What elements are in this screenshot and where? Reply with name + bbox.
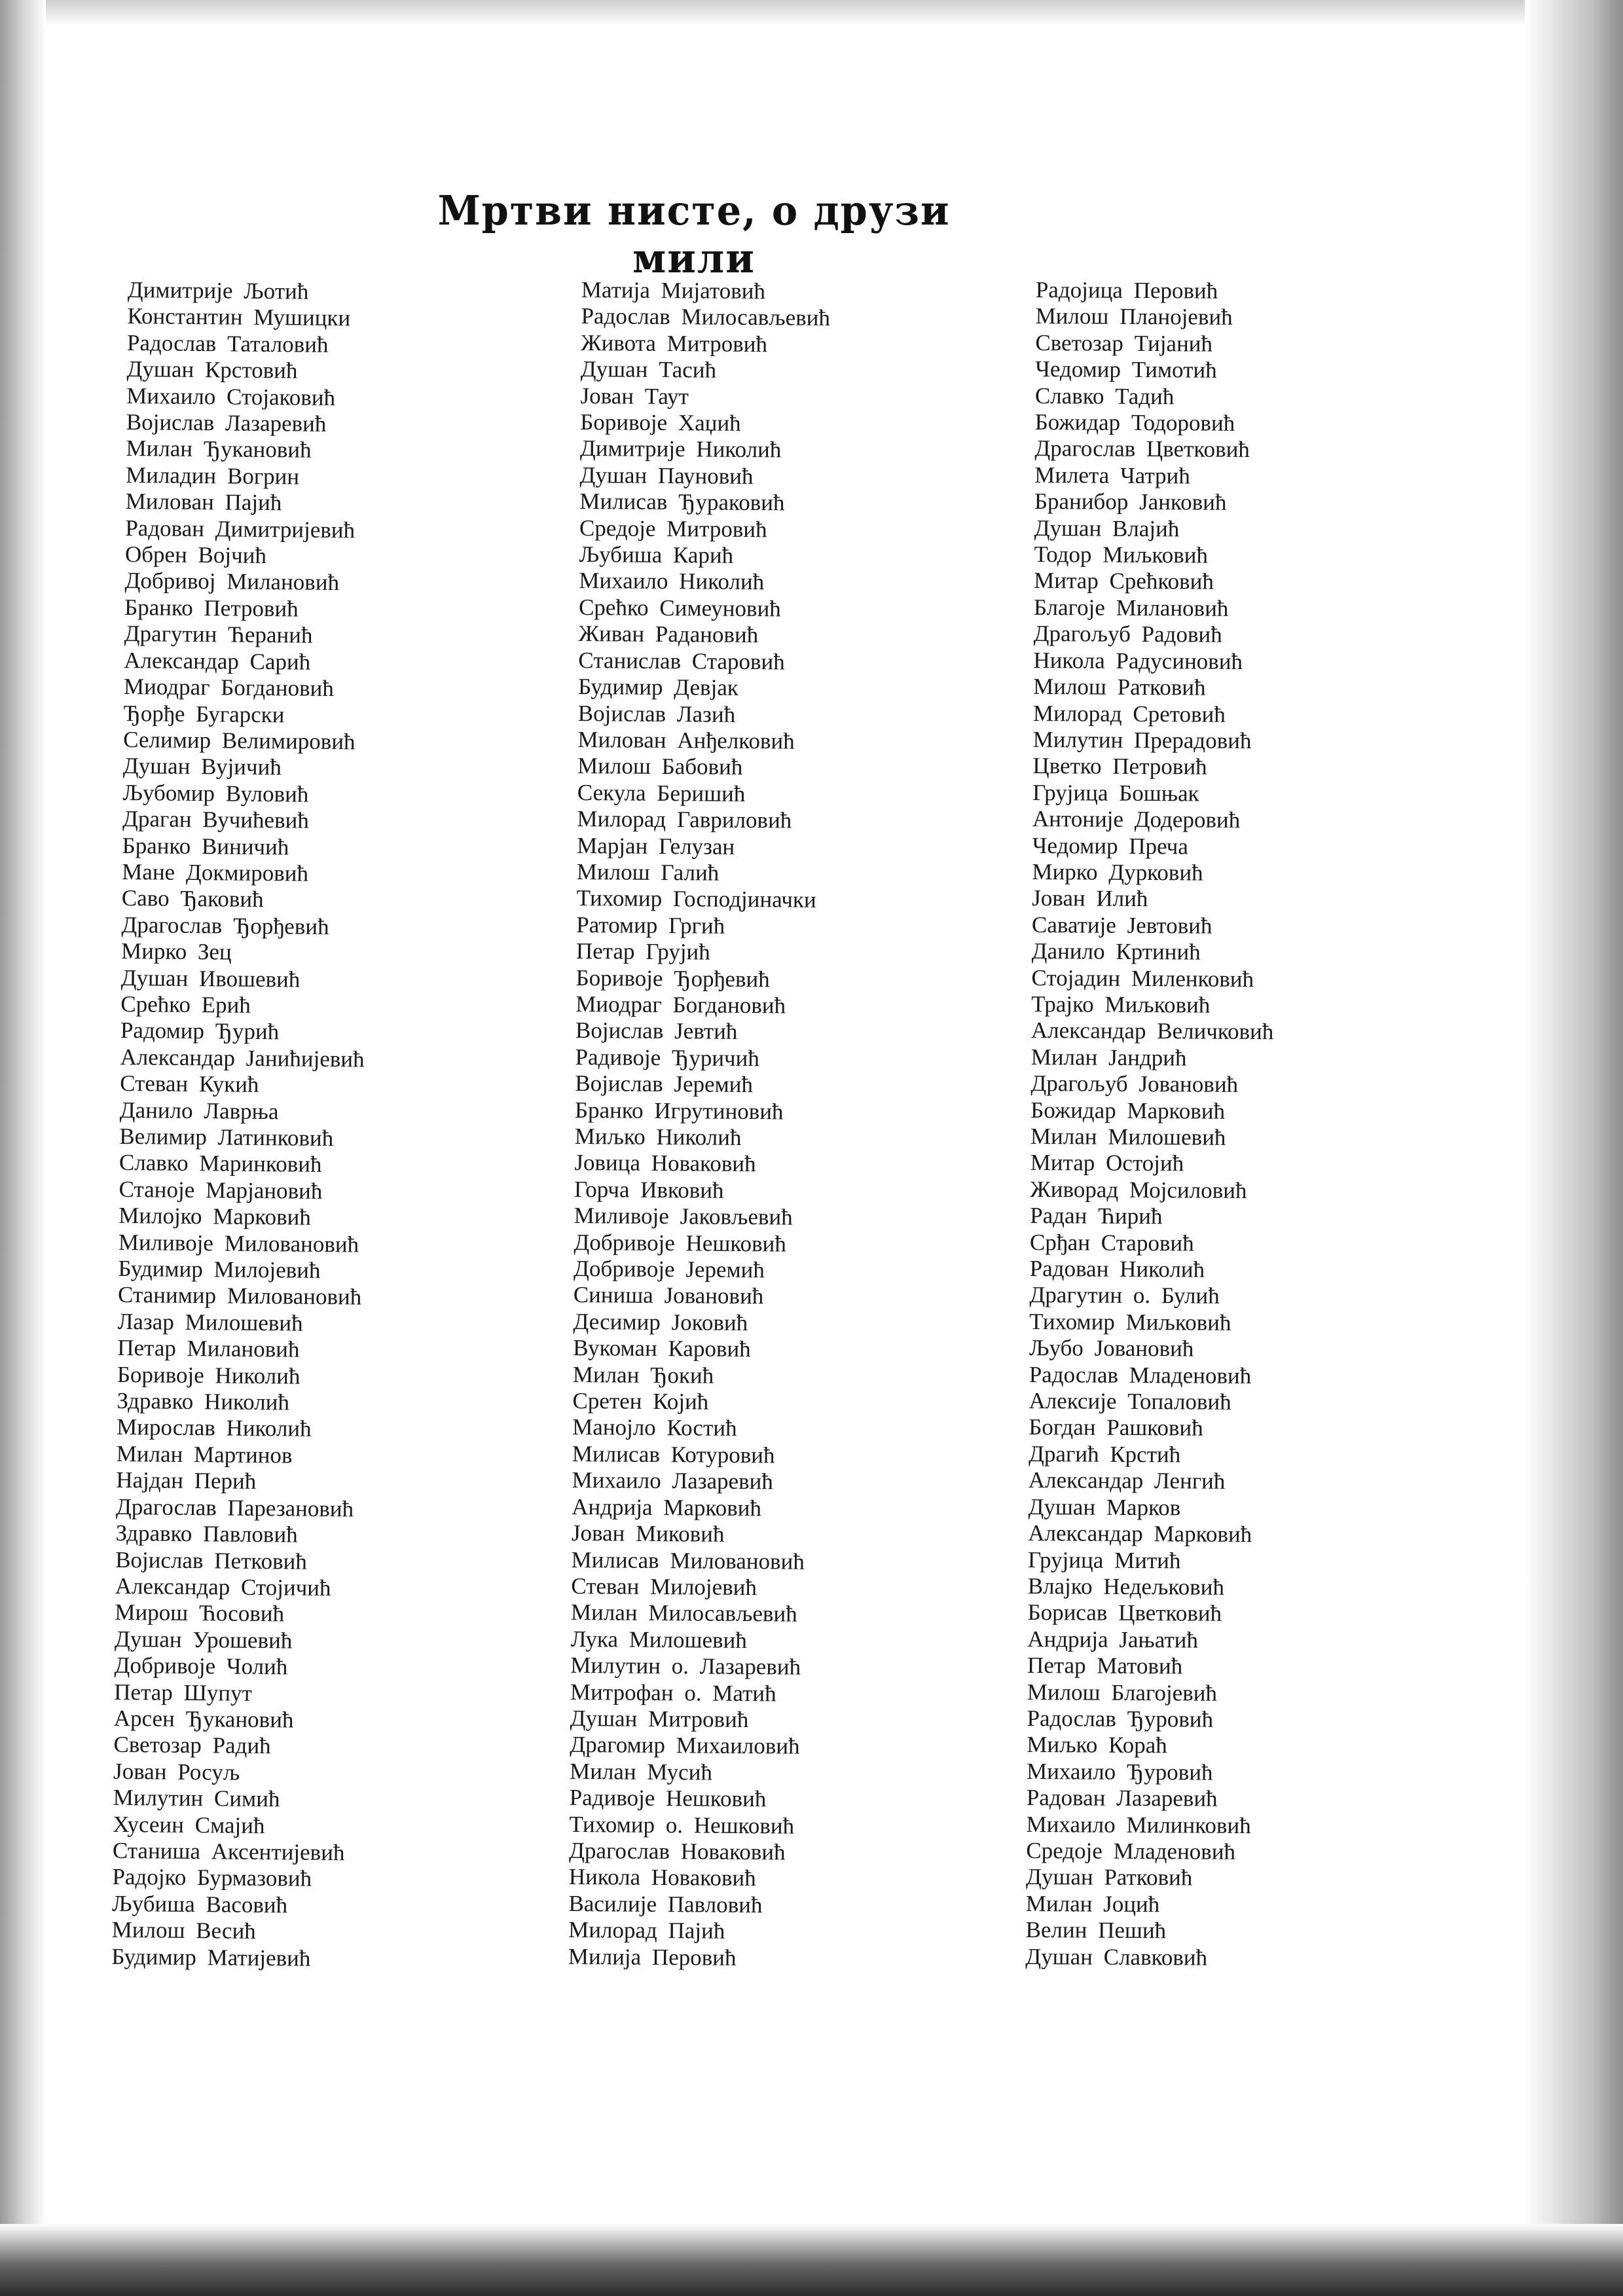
name-entry: Драгољуб Јовановић [1030,1070,1239,1098]
name-entry: Драгић Крстић [1028,1440,1181,1468]
name-entry: Грујица Митић [1027,1546,1181,1573]
name-entry: Стеван Милојевић [571,1573,757,1601]
name-entry: Драгослав Ђорђевић [121,911,329,939]
name-entry: Милисав Миловановић [571,1546,805,1575]
name-entry: Десимир Јоковић [573,1308,748,1336]
name-entry: Војислав Јеремић [575,1070,754,1098]
page-title: Мртви нисте, о друзи мили [437,187,951,282]
name-entry: Андрија Јањатић [1027,1626,1199,1653]
name-entry: Селимир Велимировић [123,726,356,755]
name-entry: Обрен Војчић [124,541,267,569]
name-entry: Душан Марков [1028,1493,1181,1521]
name-entry: Богдан Рашковић [1029,1414,1203,1442]
name-entry: Срећко Ерић [120,991,251,1018]
name-entry: Будимир Милојевић [118,1255,321,1283]
name-entry: Петар Матовић [1027,1652,1183,1679]
name-column-1 [111,277,372,1972]
name-entry: Данило Лаврња [119,1097,279,1124]
name-entry: Чедомир Тимотић [1035,356,1217,383]
name-entry: Михаило Стојаковић [126,382,336,410]
name-column-2 [568,277,831,1972]
name-entry: Миливоје Миловановић [118,1229,359,1258]
name-entry: Драгутин Ћеранић [124,621,313,649]
name-entry: Стојадин Миленковић [1031,964,1254,992]
name-entry: Чедомир Преча [1032,832,1188,859]
name-entry: Драган Вучићевић [122,806,310,833]
name-entry: Добривоје Нешковић [574,1229,787,1257]
name-entry: Александар Марковић [1028,1520,1252,1548]
name-entry: Станислав Старовић [578,647,785,675]
name-entry: Радован Николић [1029,1256,1205,1283]
name-entry: Велин Пешић [1025,1917,1167,1944]
name-entry: Горча Ивковић [574,1176,724,1203]
name-entry: Милисав Котуровић [572,1440,775,1468]
name-entry: Средоје Митровић [579,515,767,542]
name-entry: Мане Докмировић [122,858,309,886]
name-entry: Стеван Кукић [119,1070,259,1098]
name-entry: Добривоје Чолић [114,1652,288,1680]
name-entry: Мирослав Николић [116,1414,312,1442]
name-entry: Милутин Симић [113,1785,280,1812]
name-entry: Душан Крстовић [126,356,298,384]
name-entry: Драгослав Цветковић [1034,435,1250,463]
name-entry: Александар Величковић [1030,1017,1274,1045]
name-entry: Манојло Костић [572,1414,737,1442]
name-entry: Радивоје Нешковић [569,1785,767,1812]
name-entry: Тихомир о. Нешковић [569,1811,795,1839]
name-entry: Драгутин о. Булић [1029,1282,1220,1309]
name-entry: Душан Ратковић [1025,1864,1193,1891]
name-entry: Радослав Ђуровић [1027,1705,1214,1732]
name-entry: Љубиша Карић [579,541,734,568]
name-entry: Благоје Милановић [1033,594,1229,621]
name-entry: Александар Ленгић [1028,1467,1226,1495]
name-entry: Василије Павловић [568,1890,763,1918]
name-entry: Арсен Ђукановић [113,1705,294,1733]
name-entry: Михаило Николић [579,568,765,595]
page-edge-right [1525,0,1623,2296]
name-entry: Петар Грујић [575,938,710,965]
name-entry: Димитрије Љотић [127,277,309,304]
name-entry: Драгољуб Радовић [1033,621,1222,648]
name-entry: Добривој Милановић [124,568,340,596]
name-entry: Јовица Новаковић [574,1150,756,1177]
page-edge-bottom [0,2224,1623,2296]
name-entry: Константин Мушицки [127,303,351,331]
name-entry: Милан Јоцић [1025,1890,1160,1917]
name-entry: Бранибор Јанковић [1034,488,1227,516]
name-entry: Милош Галић [576,858,720,886]
name-entry: Милисав Ђураковић [579,488,785,516]
name-entry: Тодор Миљковић [1034,541,1209,568]
name-entry: Милета Чатрић [1034,462,1190,489]
name-entry: Војислав Петковић [115,1546,308,1575]
name-entry: Душан Митровић [570,1705,749,1733]
name-entry: Александар Сарић [124,647,311,675]
name-entry: Бранко Петровић [124,594,299,622]
name-entry: Радослав Таталовић [126,329,329,357]
name-entry: Александар Јанићијевић [120,1044,365,1072]
name-entry: Драгомир Михаиловић [570,1732,800,1760]
name-entry: Петар Милановић [117,1335,300,1362]
name-entry: Митар Срећковић [1034,568,1214,595]
page-edge-top [0,0,1623,26]
name-entry: Митрофан о. Матић [570,1679,776,1706]
name-entry: Трајко Миљковић [1031,991,1211,1018]
name-entry: Радан Ћирић [1030,1203,1163,1230]
name-entry: Никола Радусиновић [1033,647,1243,674]
name-entry: Милош Ратковић [1033,674,1206,701]
name-entry: Милан Ђокић [572,1361,714,1389]
name-entry: Матија Мијатовић [581,277,766,304]
name-entry: Тихомир Господјиначки [576,885,816,913]
name-entry: Божидар Марковић [1030,1097,1226,1124]
name-entry: Тихомир Миљковић [1029,1308,1231,1336]
name-entry: Данило Кртинић [1031,938,1201,965]
name-entry: Будимир Девјак [577,674,739,701]
name-entry: Димитрије Николић [579,435,782,463]
name-entry: Станимир Миловановић [117,1282,362,1310]
name-entry: Душан Вујичић [122,753,282,780]
name-entry: Миљко Кораћ [1027,1732,1167,1758]
name-entry: Милан Јандрић [1030,1044,1187,1071]
name-entry: Славко Маринковић [119,1150,322,1178]
name-entry: Ратомир Гргић [576,911,725,939]
name-entry: Божидар Тодоровић [1034,409,1235,436]
name-entry: Вукоман Каровић [572,1335,751,1362]
name-entry: Никола Новаковић [568,1864,756,1891]
name-entry: Радован Лазаревић [1026,1785,1218,1812]
name-entry: Станоје Марјановић [119,1176,323,1204]
name-entry: Алексије Топаловић [1029,1388,1231,1415]
name-entry: Душан Славковић [1025,1943,1208,1971]
name-entry: Милош Бабовић [577,753,743,780]
name-entry: Борисав Цветковић [1027,1599,1222,1627]
name-entry: Марјан Гелузан [577,832,735,860]
name-entry: Војислав Лазић [577,700,736,727]
name-entry: Светозар Радић [113,1732,271,1759]
name-entry: Здравко Павловић [115,1520,298,1548]
name-entry: Милија Перовић [568,1943,737,1971]
name-entry: Милутин о. Лазаревић [570,1652,801,1680]
name-entry: Миодраг Богдановић [575,991,786,1019]
name-entry: Милорад Сретовић [1032,700,1226,727]
name-entry: Војислав Лазаревић [126,409,327,437]
name-entry: Саватије Јевтовић [1031,911,1213,939]
name-entry: Михаило Лазаревић [572,1467,774,1495]
name-entry: Јован Таут [580,382,689,409]
name-entry: Љубомир Вуловић [122,779,309,807]
name-entry: Љубо Јовановић [1029,1335,1194,1362]
name-entry: Мирко Зец [120,938,232,965]
name-entry: Милан Мартинов [116,1440,293,1468]
name-entry: Милојко Марковић [119,1203,312,1230]
name-entry: Славко Тадић [1034,382,1175,409]
name-entry: Радојица Перовић [1035,277,1218,304]
name-entry: Милорад Пајић [568,1917,725,1944]
name-entry: Милош Весић [111,1917,256,1944]
name-entry: Душан Влајић [1034,515,1180,542]
name-entry: Грујица Бошњак [1032,779,1199,807]
name-entry: Милорад Гавриловић [577,806,792,833]
name-entry: Миливоје Јаковљевић [574,1203,793,1230]
name-entry: Радојко Бурмазовић [112,1864,312,1892]
name-entry: Драгослав Новаковић [568,1837,786,1865]
name-entry: Миљко Николић [574,1123,742,1150]
name-entry: Боривоје Ђорђевић [575,964,770,992]
name-entry: Лука Милошевић [570,1626,747,1653]
name-entry: Бранко Виничић [122,832,289,860]
name-entry: Секула Беришић [577,779,746,807]
name-entry: Милан Милошевић [1030,1123,1226,1150]
name-entry: Живан Радановић [578,621,759,648]
name-entry: Лазар Милошевић [117,1308,303,1336]
name-entry: Драгослав Парезановић [115,1493,354,1522]
name-entry: Милован Пајић [125,488,282,516]
name-entry: Михаило Ђуровић [1026,1758,1213,1785]
name-entry: Миладин Вогрин [125,462,300,490]
name-entry: Станиша Аксентијевић [112,1837,345,1866]
name-entry: Милош Планојевић [1035,303,1233,331]
name-entry: Душан Ивошевић [120,964,301,993]
name-entry: Душан Урошевић [114,1626,293,1654]
name-entry: Велимир Латинковић [119,1123,334,1152]
name-entry: Бранко Игрутиновић [574,1097,784,1125]
name-entry: Душан Пауновић [579,462,754,489]
name-entry: Радован Димитријевић [125,515,356,543]
name-entry: Милош Благојевић [1027,1679,1218,1706]
name-entry: Синиша Јовановић [573,1282,764,1309]
name-entry: Најдан Перић [116,1467,257,1495]
name-entry: Средоје Младеновић [1026,1837,1236,1865]
name-entry: Хусеин Смајић [113,1811,265,1838]
page-edge-left [0,0,46,2296]
name-entry: Сретен Којић [572,1388,709,1415]
name-entry: Цветко Петровић [1032,753,1207,780]
name-entry: Милован Анђелковић [577,726,795,754]
name-entry: Александар Стојичић [115,1573,331,1601]
name-entry: Добривоје Јеремић [573,1255,765,1283]
name-entry: Војислав Јевтић [575,1017,738,1045]
name-entry: Мирош Ћосовић [115,1599,285,1627]
name-entry: Мирко Дурковић [1032,858,1203,886]
name-entry: Јован Росуљ [113,1758,240,1785]
name-entry: Радивоје Ђуричић [575,1044,760,1071]
name-entry: Милутин Прерадовић [1032,726,1252,754]
name-entry: Милан Милосављевић [570,1599,797,1627]
name-entry: Радослав Младеновић [1029,1361,1252,1389]
name-entry: Радослав Милосављевић [581,303,831,331]
name-entry: Живорад Мојсиловић [1030,1176,1247,1203]
name-entry: Душан Тасић [580,356,717,383]
name-entry: Срећко Симеуновић [578,594,781,622]
name-entry: Милан Мусић [569,1758,713,1785]
name-entry: Ђорђе Бугарски [123,700,285,727]
name-entry: Боривоје Хаџић [580,409,741,436]
name-entry: Светозар Тијанић [1035,329,1213,357]
name-entry: Милан Ђукановић [126,435,312,464]
name-entry: Јован Илић [1032,885,1148,912]
name-entry: Здравко Николић [117,1387,290,1415]
name-entry: Боривоје Николић [117,1361,301,1389]
name-entry: Митар Остојић [1030,1150,1184,1176]
name-entry: Миодраг Богдановић [123,674,335,702]
name-entry: Саво Ђаковић [121,885,264,913]
name-entry: Љубиша Васовић [111,1890,288,1918]
name-column-3 [1025,277,1278,1971]
name-entry: Антоније Додеровић [1032,806,1241,833]
name-entry: Михаило Милинковић [1026,1811,1251,1838]
name-entry: Радомир Ђурић [120,1017,280,1045]
name-entry: Јован Миковић [571,1520,725,1547]
name-entry: Влајко Недељковић [1027,1573,1225,1600]
name-entry: Будимир Матијевић [111,1943,311,1971]
name-entry: Срђан Старовић [1029,1229,1194,1256]
name-entry: Петар Шупут [114,1679,253,1706]
name-entry: Андрија Марковић [572,1493,762,1521]
name-entry: Живота Митровић [581,329,768,357]
